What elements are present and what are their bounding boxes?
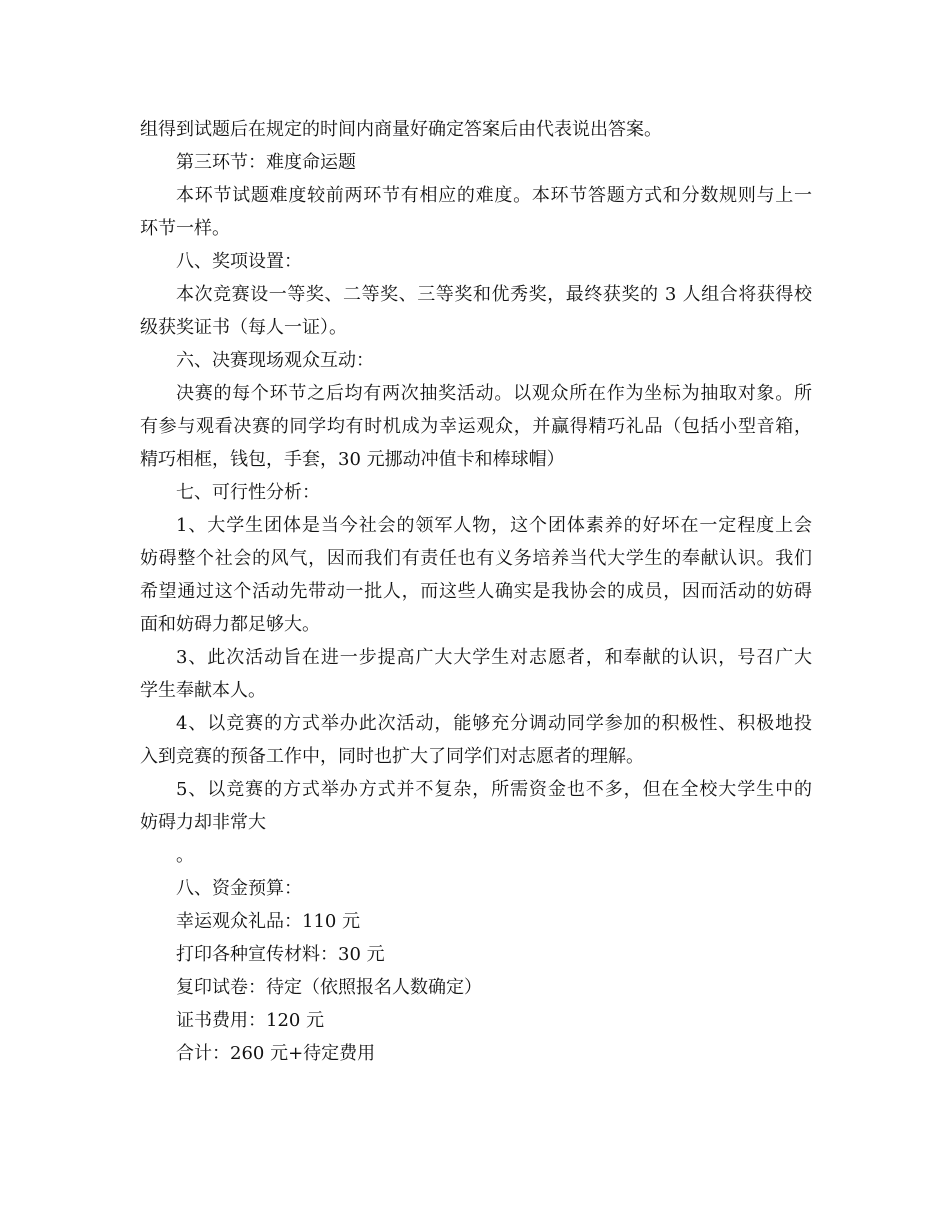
- section-heading: 七、可行性分析：: [176, 482, 320, 503]
- paragraph-line: 5、以竞赛的方式举办方式并不复杂，所需资金也不多，但在全校大学生中的: [176, 779, 812, 800]
- paragraph-line: 本次竞赛设一等奖、二等奖、三等奖和优秀奖，最终获奖的 3 人组合将获得校: [176, 284, 812, 305]
- paragraph-line: 精巧相框，钱包，手套，30 元挪动冲值卡和棒球帽）: [140, 449, 565, 470]
- paragraph-line: 4、以竞赛的方式举办此次活动，能够充分调动同学参加的积极性、积极地投: [176, 713, 812, 734]
- paragraph-line: 入到竞赛的预备工作中，同时也扩大了同学们对志愿者的理解。: [140, 746, 644, 767]
- paragraph-line: 组得到试题后在规定的时间内商量好确定答案后由代表说出答案。: [140, 119, 662, 140]
- paragraph-line: 妨碍整个社会的风气，因而我们有责任也有义务培养当代大学生的奉献认识。我们: [140, 548, 812, 569]
- paragraph-line: 希望通过这个活动先带动一批人，而这些人确实是我协会的成员，因而活动的妨碍: [140, 581, 812, 602]
- paragraph-line: 环节一样。: [140, 218, 230, 239]
- paragraph-line: 1、大学生团体是当今社会的领军人物，这个团体素养的好坏在一定程度上会: [176, 515, 812, 536]
- paragraph-line: 决赛的每个环节之后均有两次抽奖活动。以观众所在作为坐标为抽取对象。所: [176, 383, 812, 404]
- budget-item: 幸运观众礼品：110 元: [176, 911, 361, 932]
- paragraph-line: 级获奖证书（每人一证）。: [140, 317, 347, 338]
- paragraph-line: 有参与观看决赛的同学均有时机成为幸运观众，并赢得精巧礼品（包括小型音箱，: [140, 416, 812, 437]
- budget-total: 合计：260 元+待定费用: [176, 1043, 376, 1064]
- document-body: [140, 113, 812, 1070]
- section-heading: 六、决赛现场观众互动：: [176, 350, 374, 371]
- paragraph-line: 面和妨碍力都足够大。: [140, 614, 320, 635]
- budget-item: 打印各种宣传材料：30 元: [176, 944, 385, 965]
- paragraph-line: 妨碍力却非常大: [140, 812, 266, 833]
- budget-item: 复印试卷：待定（依照报名人数确定）: [176, 977, 482, 998]
- paragraph-line: 学生奉献本人。: [140, 680, 266, 701]
- section-heading: 八、奖项设置：: [176, 251, 302, 272]
- budget-item: 证书费用：120 元: [176, 1010, 325, 1031]
- paragraph-line: 3、此次活动旨在进一步提高广大大学生对志愿者，和奉献的认识，号召广大: [176, 647, 812, 668]
- section-heading: 八、资金预算：: [176, 878, 302, 899]
- paragraph-line: 本环节试题难度较前两环节有相应的难度。本环节答题方式和分数规则与上一: [176, 185, 812, 206]
- section-heading: 第三环节：难度命运题: [176, 152, 356, 173]
- paragraph-line: 。: [176, 845, 194, 866]
